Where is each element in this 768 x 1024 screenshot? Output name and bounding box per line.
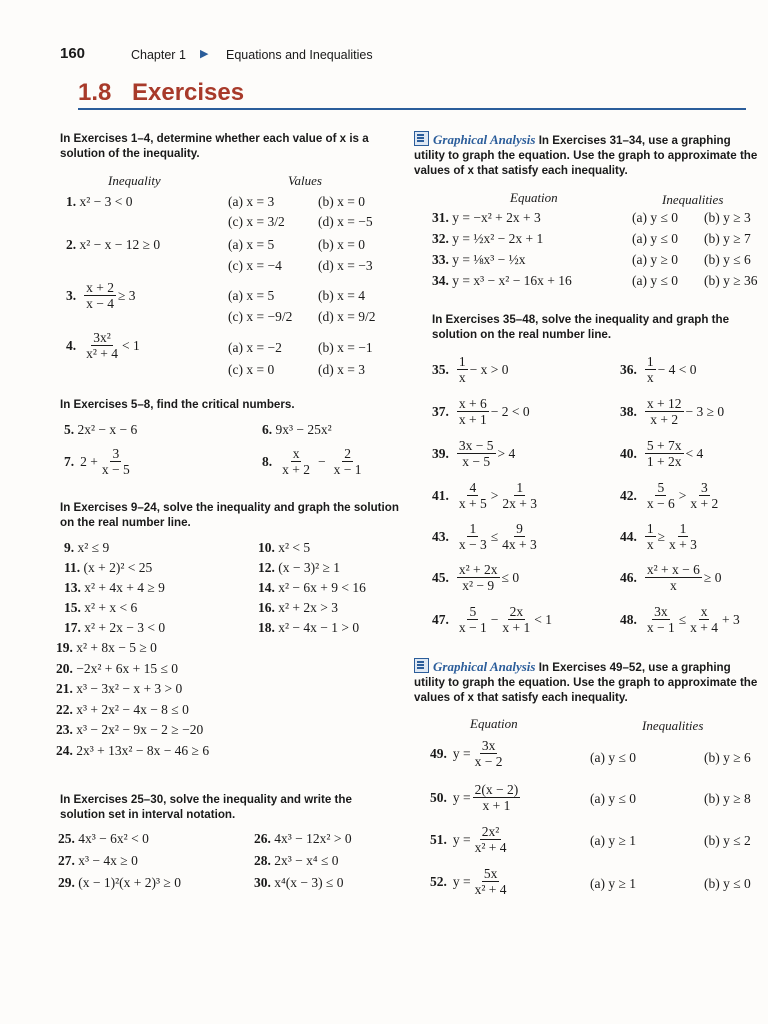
exercise-50: 50. y = $\frac{2(x - 2)}{x + 1}$ xyxy=(430,782,519,813)
exercise-41: 41. $\frac{4}{x + 5}$ > $\frac{1}{2x + 3}$ xyxy=(432,480,537,511)
exercise-4-value-d: (d) x = 3 xyxy=(318,362,365,377)
exercise-2-value-d: (d) x = −3 xyxy=(318,258,373,273)
exercise-51-b: (b) y ≤ 2 xyxy=(704,833,751,848)
exercise-49-b: (b) y ≥ 6 xyxy=(704,750,751,765)
exercise-43: 43. $\frac{1}{x - 3}$ ≤ $\frac{9}{4x + 3}$ xyxy=(432,521,537,552)
instructions-31-34: Graphical Analysis In Exercises 31–34, use a graphing utility to graph the equation. Use the graph to approximate the values of x that satisfy each inequality. xyxy=(414,132,758,177)
exercise-2: 2. x² − x − 12 ≥ 0 xyxy=(66,237,161,252)
exercises-25-30: 25. 4x³ − 6x² < 0 26. 4x³ − 12x² > 0 27. x³ − 4x ≥ 0 28. 2x³ − x⁴ ≤ 0 29. (x − 1)²(x + 2)³ ≥ 0 30. x⁴(x − 3) ≤ 0 xyxy=(58,831,352,890)
section-title: Exercises xyxy=(132,79,245,106)
column-header-inequality: Inequality xyxy=(108,173,161,188)
exercise-40: 40. $\frac{5 + 7x}{1 + 2x}$ < 4 xyxy=(620,438,704,469)
exercise-3-value-a: (a) x = 5 xyxy=(228,288,275,303)
exercise-49: 49. y = $\frac{3x}{x - 2}$ xyxy=(430,738,503,769)
instructions-25-30: In Exercises 25–30, solve the inequality and write the solution set in interval notation. xyxy=(60,793,352,821)
exercise-4-value-c: (c) x = 0 xyxy=(228,362,275,377)
exercise-6: 6. 9x³ − 25x² xyxy=(262,422,332,437)
exercise-4: 4. $\frac{\text{3x²}}{\text{x² + 4}}$ < 1 xyxy=(66,330,140,361)
exercise-36: 36. $\frac{1}{x}$ − 4 < 0 xyxy=(620,354,697,385)
exercise-51: 51. y = $\frac{\text{2x²}}{\text{x² + 4}}$ xyxy=(430,824,507,855)
exercise-7: 7. 2 + $\frac{3}{x - 5}$ xyxy=(64,446,130,477)
exercise-49-a: (a) y ≤ 0 xyxy=(590,750,637,765)
exercise-4-value-a: (a) x = −2 xyxy=(228,340,282,355)
graphing-calculator-icon xyxy=(414,131,429,146)
page-number: 160 xyxy=(60,45,86,62)
chapter-label: Chapter 1 xyxy=(131,48,186,62)
exercise-37: 37. $\frac{x + 6}{x + 1}$ − 2 < 0 xyxy=(432,396,530,427)
instructions-5-8: In Exercises 5–8, find the critical numbers. xyxy=(60,398,295,411)
column-header-inequalities: Inequalities xyxy=(662,192,724,207)
exercise-52-a: (a) y ≥ 1 xyxy=(590,876,637,891)
instructions-9-24: In Exercises 9–24, solve the inequality and graph the solution on the real number line. xyxy=(60,501,399,529)
column-header-values: Values xyxy=(288,173,322,188)
exercise-52: 52. y = $\frac{5x}{\text{x² + 4}}$ xyxy=(430,866,507,897)
exercises-19-24: 19. x² + 8x − 5 ≥ 0 20. −2x² + 6x + 15 ≤ 0 21. x³ − 3x² − x + 3 > 0 22. x³ + 2x² − 4x − 8 ≤ 0 23. x³ − 2x² − 9x − 2 ≥ −20 24. 2x³ + 13x² − 8x − 46 ≥ 6 xyxy=(56,640,210,758)
exercise-3-value-b: (b) x = 4 xyxy=(318,288,365,303)
exercise-48: 48. $\frac{3x}{x - 1}$ ≤ $\frac{x}{x + 4}$ + 3 xyxy=(620,604,740,635)
exercise-46: 46. $\frac{\text{x² + x − 6}}{x}$ ≥ 0 xyxy=(620,562,722,593)
exercise-42: 42. $\frac{5}{x - 6}$ > $\frac{3}{x + 2}$ xyxy=(620,480,719,511)
exercise-8: 8. $\frac{x}{x + 2}$ − $\frac{2}{x - 1}$ xyxy=(262,446,362,477)
exercise-45: 45. $\frac{\text{x² + 2x}}{\text{x² − 9}}$ ≤ 0 xyxy=(432,562,520,593)
section-number: 1.8 xyxy=(78,79,112,106)
section-rule xyxy=(78,108,746,110)
exercise-50-a: (a) y ≤ 0 xyxy=(590,791,637,806)
exercise-4-value-b: (b) x = −1 xyxy=(318,340,373,355)
exercises-9-18: 9. x² ≤ 9 10. x² < 5 11. (x + 2)² < 25 12. (x − 3)² ≥ 1 13. x² + 4x + 4 ≥ 9 14. x² − 6x + 9 < 16 15. x² + x < 6 16. x² + 2x > 3 17. x² + 2x − 3 < 0 18. x² − 4x − 1 > 0 xyxy=(64,540,366,635)
exercise-3-value-d: (d) x = 9/2 xyxy=(318,309,376,324)
exercise-1-value-b: (b) x = 0 xyxy=(318,194,365,209)
exercise-44: 44. $\frac{1}{x}$ ≥ $\frac{1}{x + 3}$ xyxy=(620,521,697,552)
graphing-calculator-icon xyxy=(414,658,429,673)
exercise-3: 3. $\frac{x + 2}{x - 4}$ ≥ 3 xyxy=(66,280,136,311)
instructions-49-52: Graphical Analysis In Exercises 49–52, use a graphing utility to graph the equation. Use the graph to approximate the values of x that satisfy each inequality. xyxy=(414,659,758,704)
exercise-1-value-a: (a) x = 3 xyxy=(228,194,275,209)
exercise-1: 1. x² − 3 < 0 xyxy=(66,194,133,209)
instructions-1-4: In Exercises 1–4, determine whether each value of x is a solution of the inequality. xyxy=(60,132,369,160)
exercise-5: 5. 2x² − x − 6 xyxy=(64,422,138,437)
exercise-2-value-c: (c) x = −4 xyxy=(228,258,282,273)
exercise-35: 35. $\frac{1}{x}$ − x > 0 xyxy=(432,354,509,385)
exercise-1-value-d: (d) x = −5 xyxy=(318,214,373,229)
chapter-arrow-icon: ▶ xyxy=(200,48,209,60)
exercise-2-value-b: (b) x = 0 xyxy=(318,237,365,252)
column-header-equation-2: Equation xyxy=(470,716,518,731)
exercise-39: 39. $\frac{3x - 5}{x - 5}$ > 4 xyxy=(432,438,516,469)
column-header-equation: Equation xyxy=(510,190,558,205)
exercise-3-value-c: (c) x = −9/2 xyxy=(228,309,293,324)
exercise-38: 38. $\frac{x + 12}{x + 2}$ − 3 ≥ 0 xyxy=(620,396,725,427)
chapter-title: Equations and Inequalities xyxy=(226,48,373,62)
exercise-1-value-c: (c) x = 3/2 xyxy=(228,214,285,229)
exercises-31-34: 31. y = −x² + 2x + 3 (a) y ≤ 0 (b) y ≥ 3 32. y = ½x² − 2x + 1 (a) y ≤ 0 (b) y ≥ 7 33. y = ⅛x³ − ½x (a) y ≥ 0 (b) y ≤ 6 34. y = x³ − x² − 16x + 16 (a) y ≤ 0 (b) y ≥ 36 xyxy=(432,210,758,288)
exercise-47: 47. $\frac{5}{x - 1}$ − $\frac{2x}{x + 1}$ < 1 xyxy=(432,604,552,635)
instructions-35-48: In Exercises 35–48, solve the inequality and graph the solution on the real number line. xyxy=(432,313,730,341)
column-header-inequalities-2: Inequalities xyxy=(642,718,704,733)
exercise-50-b: (b) y ≥ 8 xyxy=(704,791,751,806)
exercise-51-a: (a) y ≥ 1 xyxy=(590,833,637,848)
exercise-52-b: (b) y ≤ 0 xyxy=(704,876,751,891)
exercise-2-value-a: (a) x = 5 xyxy=(228,237,275,252)
